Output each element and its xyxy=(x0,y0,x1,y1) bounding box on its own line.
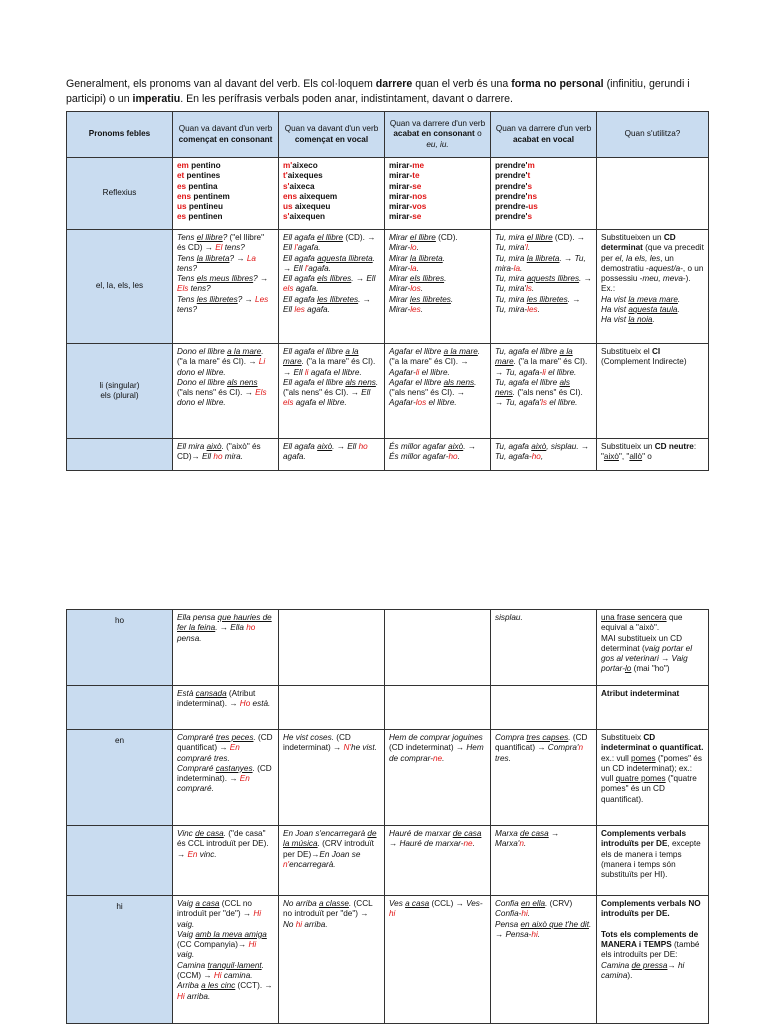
reflexive-form: mirar-se xyxy=(389,212,422,222)
table-row-en xyxy=(67,730,709,826)
reflexive-form: m'aixeco xyxy=(283,161,318,170)
cd-darrere-vocal: Tu, mira el llibre (CD). → Tu, mira'l. Tu, mira la llibreta. → Tu, mira-la. Tu, mira aquests llibres. → Tu, mira'ls. Tu, mira les llibretes. → Tu, mira-les. xyxy=(491,230,597,344)
row-label-en: en xyxy=(67,730,173,826)
row-label-li-els: li (singular) els (plural) xyxy=(67,344,173,439)
reflexive-form: ens aixequem xyxy=(283,191,338,201)
reflexive-form: prendre'm xyxy=(495,161,535,170)
cd-davant-vocal: Ell agafa el llibre (CD). → Ell l'agafa. Ell agafa aquesta llibreta. → Ell l'agafa. Ell agafa els llibres. → Ell els agafa. Ell agafa les llibretes. → Ell les agafa. xyxy=(279,230,385,344)
header-quan-sutilitza: Quan s'utilitza? xyxy=(597,112,709,158)
header-darrere-vocal: Quan va darrere d'un verb acabat en vocal xyxy=(491,112,597,158)
hi-usage: Complements verbals NO introduïts per DE. Tots els complements de MANERA i TEMPS (també els introduïts per DE: Camina de pressa→ hi camina). xyxy=(597,896,709,1024)
reflexius-davant-consonant xyxy=(173,158,279,230)
table-header-row xyxy=(67,112,709,158)
en-de-usage: Complements verbals introduïts per DE, excepte els de manera i temps (manera i temps són substituïts per HI). xyxy=(597,826,709,896)
reflexive-form: us aixequeu xyxy=(283,202,331,212)
en-darrere-vocal: Compra tres capses. (CD quantificat) → Compra'n tres. xyxy=(491,730,597,826)
reflexive-form: us pentineu xyxy=(177,202,223,212)
reflexive-form: prendre's xyxy=(495,181,532,191)
ho-usage-top: Substitueix un CD neutre: "això", "allò" o xyxy=(597,439,709,471)
reflexive-form: mirar-te xyxy=(389,171,420,181)
row-label-ho-atribut xyxy=(67,686,173,730)
en-de-davant-consonant: Vinc de casa. ("de casa" és CCL introduït per DE). → En vinc. xyxy=(173,826,279,896)
row-label-en-de xyxy=(67,826,173,896)
reflexive-form: mirar-me xyxy=(389,161,425,170)
header-davant-consonant: Quan va davant d'un verb començat en consonant xyxy=(173,112,279,158)
cd-usage: Substitueixen un CD determinat (que va precedit per el, la els, les, un demostratiu -aquest/a-, o un possessiu -meu, meva-). Ex.: Ha vist la meva mare. Ha vist aquesta taula. Ha vist la noia. xyxy=(597,230,709,344)
ho-darrere-vocal-top: Tu, agafa això, sisplau. → Tu, agafa-ho, xyxy=(491,439,597,471)
pronouns-table xyxy=(66,111,709,471)
hi-davant-consonant: Vaig a casa (CCL no introduït per "de") → Hi vaig. Vaig amb la meva amiga (CC Companyia)→ Hi vaig. Camina tranquil·lament. (CCM) → Hi camina. Arriba a les cinc (CCT). → Hi arriba. xyxy=(173,896,279,1024)
en-de-davant-vocal: En Joan s'encarregarà de la música. (CRV introduït per DE)→En Joan se n'encarregarà. xyxy=(279,826,385,896)
ho-davant-consonant-top: Ell mira això. ("això" és CD)→ Ell ho mira. xyxy=(173,439,279,471)
pronouns-table-continued xyxy=(66,609,709,1024)
table-row-el-la-els-les xyxy=(67,230,709,344)
ho-davant-consonant: Ella pensa que hauries de fer la feina. → Ella ho pensa. xyxy=(173,610,279,686)
ho-davant-vocal-top: Ell agafa això. → Ell ho agafa. xyxy=(279,439,385,471)
ci-davant-consonant: Dono el llibre a la mare. ("a la mare" és CI). → Li dono el llibre. Dono el llibre als nens ("als nens" és CI). → Els dono el llibre. xyxy=(173,344,279,439)
reflexius-darrere-consonant xyxy=(385,158,491,230)
reflexive-form: es pentina xyxy=(177,181,218,191)
reflexius-usage xyxy=(597,158,709,230)
ho-atribut-c2 xyxy=(279,686,385,730)
table-row-ho xyxy=(67,610,709,686)
row-label-reflexius: Reflexius xyxy=(67,158,173,230)
ho-atribut-usage: Atribut indeterminat xyxy=(597,686,709,730)
ci-darrere-vocal: Tu, agafa el llibre a la mare. ("a la mare" és CI). → Tu, agafa-li el llibre. Tu, agafa el llibre als nens. ("als nens" és CI). → Tu, agafa'ls el llibre. xyxy=(491,344,597,439)
reflexive-form: ens pentinem xyxy=(177,191,230,201)
reflexive-form: t'aixeques xyxy=(283,171,323,181)
reflexive-form: mirar-nos xyxy=(389,191,427,201)
ho-darrere-vocal: sisplau. xyxy=(491,610,597,686)
ho-darrere-consonant-top: És millor agafar això. → És millor agafar-ho. xyxy=(385,439,491,471)
reflexive-form: et pentines xyxy=(177,171,221,181)
reflexive-form: mirar-se xyxy=(389,181,422,191)
en-de-darrere-consonant: Hauré de marxar de casa → Hauré de marxar-ne. xyxy=(385,826,491,896)
hi-darrere-vocal: Confia en ella. (CRV) Confia-hi. Pensa en això que t'he dit. → Pensa-hi. xyxy=(491,896,597,1024)
reflexive-form: es pentinen xyxy=(177,212,223,222)
reflexius-davant-vocal xyxy=(279,158,385,230)
reflexive-form: prendre't xyxy=(495,171,531,181)
reflexive-form: em pentino xyxy=(177,161,221,170)
table-row-reflexius xyxy=(67,158,709,230)
row-label-hi: hi xyxy=(67,896,173,1024)
en-davant-vocal: He vist coses. (CD indeterminat) → N'he vist. xyxy=(279,730,385,826)
en-usage: Substitueix CD indeterminat o quantificat. ex.: vull pomes ("pomes" és un CD indeterminat); ex.: vull quatre pomes ("quatre pomes" és un CD quantificat). xyxy=(597,730,709,826)
intro-paragraph: Generalment, els pronoms van al davant del verb. Els col·loquem darrere quan el verb és una forma no personal (infinitiu, gerundi i participi) o un imperatiu. En les perífrasis verbals poden anar, indistintament, davant o darrere. xyxy=(66,77,690,105)
table-row-li-els xyxy=(67,344,709,439)
reflexive-form: mirar-vos xyxy=(389,202,427,212)
reflexive-form: prendre-us xyxy=(495,202,538,212)
table-row-ho-atribut xyxy=(67,686,709,730)
ho-atribut-c3 xyxy=(385,686,491,730)
reflexive-form: prendre'ns xyxy=(495,191,537,201)
reflexive-form: s'aixeca xyxy=(283,181,315,191)
hi-davant-vocal: No arriba a classe. (CCL no introduït per "de") → No hi arriba. xyxy=(279,896,385,1024)
ho-darrere-consonant xyxy=(385,610,491,686)
table-row-hi xyxy=(67,896,709,1024)
ci-darrere-consonant: Agafar el llibre a la mare. ("a la mare" és CI). → Agafar-li el llibre. Agafar el llibre als nens. ("als nens" és CI). → Agafar-los el llibre. xyxy=(385,344,491,439)
ho-atribut-c4 xyxy=(491,686,597,730)
en-de-darrere-vocal: Marxa de casa → Marxa'n. xyxy=(491,826,597,896)
ho-atribut-example: Està cansada (Atribut indeterminat). → Ho està. xyxy=(173,686,279,730)
en-davant-consonant: Compraré tres peces. (CD quantificat) → En compraré tres. Compraré castanyes. (CD indeterminat). → En compraré. xyxy=(173,730,279,826)
table-row-ho-top xyxy=(67,439,709,471)
reflexius-darrere-vocal xyxy=(491,158,597,230)
row-label-ho: ho xyxy=(67,610,173,686)
hi-darrere-consonant: Ves a casa (CCL) → Ves-hi xyxy=(385,896,491,1024)
cd-darrere-consonant: Mirar el llibre (CD). Mirar-lo. Mirar la llibreta. Mirar-la. Mirar els llibres. Mirar-los. Mirar les llibretes. Mirar-les. xyxy=(385,230,491,344)
header-pronoms-febles: Pronoms febles xyxy=(67,112,173,158)
ci-usage: Substitueix el CI (Complement Indirecte) xyxy=(597,344,709,439)
reflexive-form: prendre's xyxy=(495,212,532,222)
ci-davant-vocal: Ell agafa el llibre a la mare. ("a la mare" és CI). → Ell li agafa el llibre. Ell agafa el llibre als nens. ("als nens" és CI). → Ell els agafa el llibre. xyxy=(279,344,385,439)
reflexive-form: s'aixequen xyxy=(283,212,326,222)
table-row-en-de xyxy=(67,826,709,896)
ho-davant-vocal xyxy=(279,610,385,686)
en-darrere-consonant: Hem de comprar joguines (CD indeterminat) → Hem de comprar-ne. xyxy=(385,730,491,826)
cd-davant-consonant: Tens el llibre? ("el llibre" és CD) → El tens? Tens la llibreta? → La tens? Tens els meus llibres? → Els tens? Tens les llibretes? → Les tens? xyxy=(173,230,279,344)
row-label-ho-top xyxy=(67,439,173,471)
row-label-el-la-els-les: el, la, els, les xyxy=(67,230,173,344)
ho-usage: una frase sencera que equival a "això". MAI substitueix un CD determinat (vaig portar el gos al veterinari → Vaig portar-lo (mai "ho") xyxy=(597,610,709,686)
header-davant-vocal: Quan va davant d'un verb començat en vocal xyxy=(279,112,385,158)
header-darrere-consonant: Quan va darrere d'un verb acabat en consonant o eu, iu. xyxy=(385,112,491,158)
